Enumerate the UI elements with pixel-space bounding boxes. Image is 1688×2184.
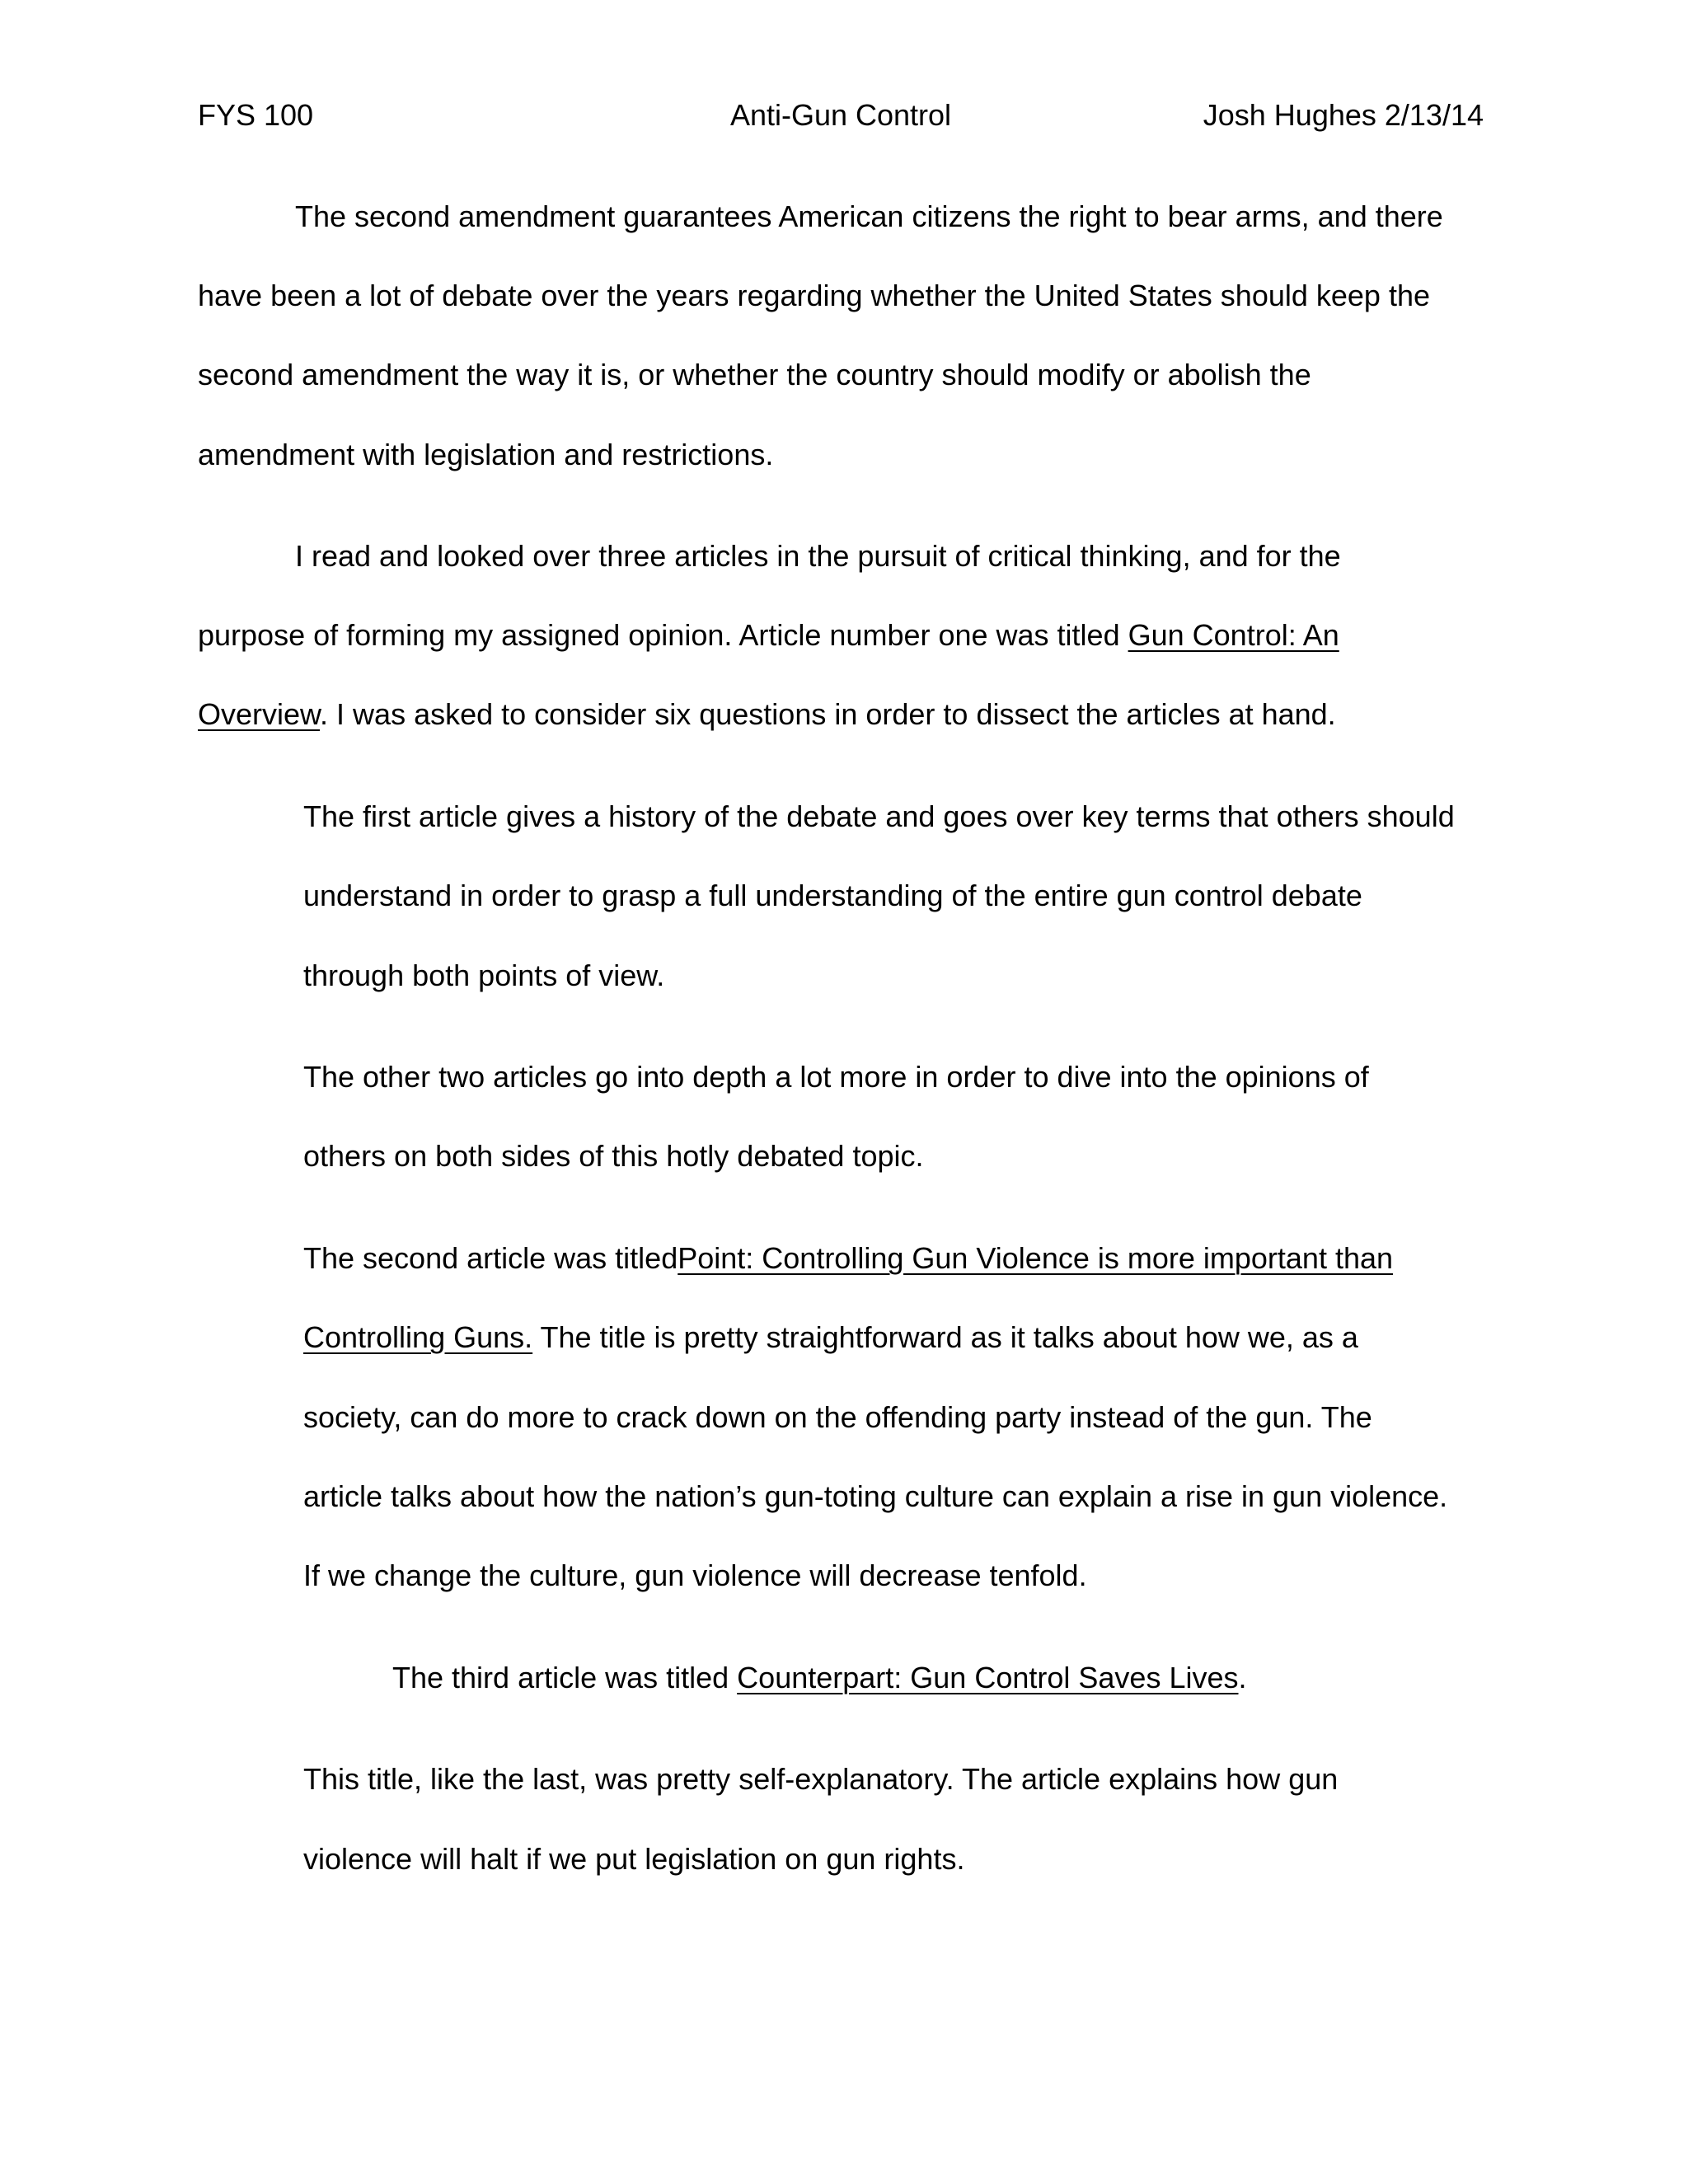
header-title: Anti-Gun Control [729, 98, 952, 132]
paragraph-5-text-2: The title is pretty straightforward as it talks about how we, as a [532, 1320, 1358, 1354]
article-1-title: Gun Control: An [1128, 618, 1339, 652]
paragraph-3-line-1: The first article gives a history of the debate and goes over key terms that others should [303, 799, 1455, 833]
paragraph-6-text: The third article was titled [392, 1661, 738, 1694]
paragraph-3-line-3: through both points of view. [303, 958, 665, 992]
paragraph-1-line-3: second amendment the way it is, or whether the country should modify or abolish the [198, 358, 1311, 391]
paragraph-3-line-2: understand in order to grasp a full understanding of the entire gun control debate [303, 879, 1362, 912]
paragraph-7-line-1: This title, like the last, was pretty self-explanatory. The article explains how gun [303, 1762, 1339, 1796]
paragraph-5-line-4: article talks about how the nation’s gun-toting culture can explain a rise in gun violence. [303, 1479, 1448, 1513]
paragraph-6-period: . [1238, 1661, 1247, 1694]
paragraph-1-line-1: The second amendment guarantees American citizens the right to bear arms, and there [295, 199, 1443, 233]
paragraph-2-line-2 [198, 615, 1339, 656]
paragraph-5-line-1 [303, 1238, 1393, 1279]
article-1-title-end: Overview [198, 697, 321, 731]
paragraph-5-line-2 [303, 1317, 1358, 1358]
paragraph-4-line-1: The other two articles go into depth a lot more in order to dive into the opinions of [303, 1060, 1369, 1094]
header-author-date: Josh Hughes 2/13/14 [1203, 98, 1484, 132]
paragraph-4-line-2: others on both sides of this hotly debated topic. [303, 1139, 924, 1173]
header-course: FYS 100 [198, 98, 314, 132]
paragraph-2-line-3 [198, 694, 1336, 735]
paragraph-2-text: purpose of forming my assigned opinion. Article number one was titled [198, 618, 1128, 652]
article-2-title: Point: Controlling Gun Violence is more important than [678, 1241, 1394, 1275]
article-2-title-end: Controlling Guns. [303, 1320, 533, 1354]
page-header [198, 95, 1484, 136]
paragraph-5-line-5: If we change the culture, gun violence will decrease tenfold. [303, 1558, 1087, 1592]
paragraph-6-line-1 [392, 1657, 1247, 1699]
paragraph-1-line-4: amendment with legislation and restrictions. [198, 438, 774, 471]
paragraph-5-line-3: society, can do more to crack down on the offending party instead of the gun. The [303, 1400, 1372, 1434]
paragraph-7-line-2: violence will halt if we put legislation on gun rights. [303, 1842, 965, 1876]
paragraph-2-text-end: . I was asked to consider six questions in order to dissect the articles at hand. [320, 697, 1336, 731]
paragraph-2-line-1: I read and looked over three articles in the pursuit of critical thinking, and for the [295, 539, 1341, 573]
paragraph-5-text: The second article was titled [303, 1241, 678, 1275]
article-3-title: Counterpart: Gun Control Saves Lives [737, 1661, 1239, 1694]
paragraph-1-line-2: have been a lot of debate over the years regarding whether the United States should keep the [198, 279, 1431, 312]
